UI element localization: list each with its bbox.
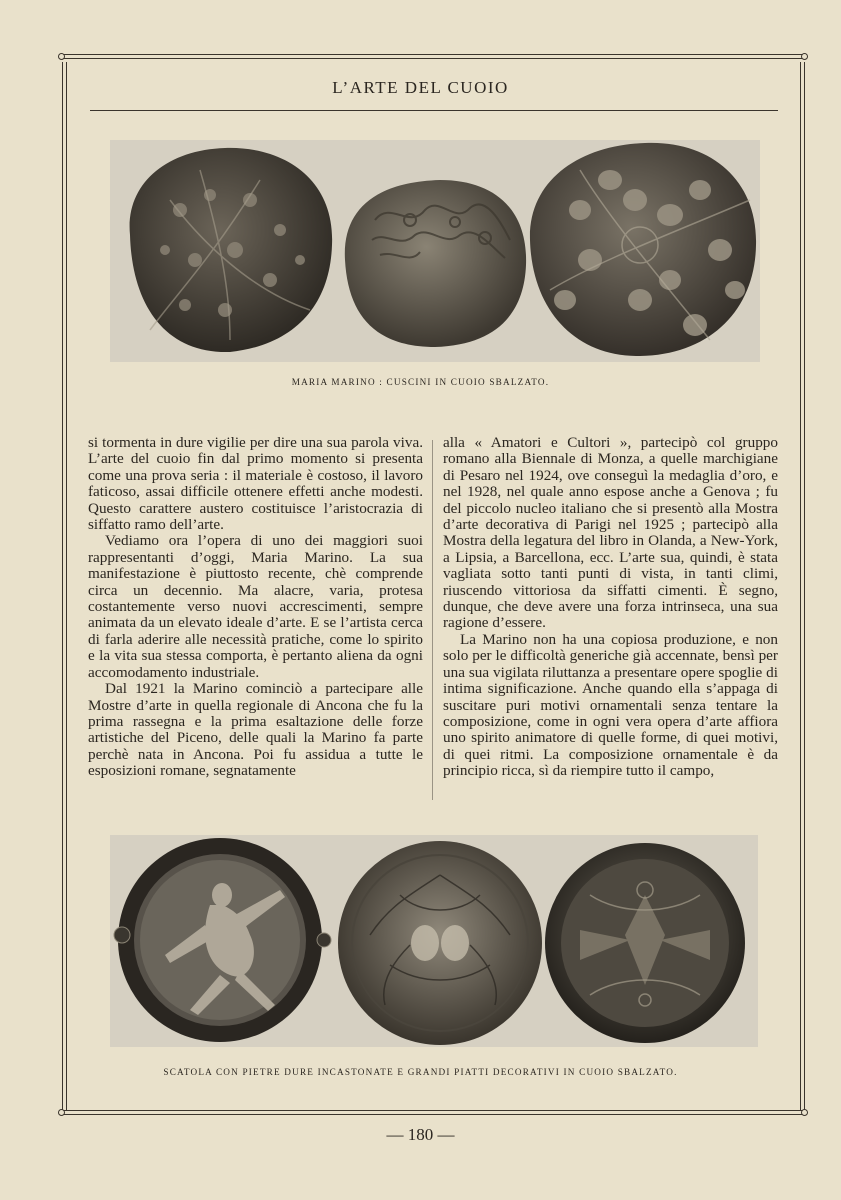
frame-corner-ornament <box>58 1109 65 1116</box>
paragraph: si tormenta in dure vigilie per dire una sua parola viva. L’arte del cuoio fin dal primo momento si presenta come una prova seria : il materiale è costoso, il lavoro faticoso, assai difficile ottenere effetti anche modesti. Questo carattere austero costituisce l’aristocrazia di siffatto ramo dell’arte. <box>88 434 423 534</box>
paragraph: La Marino non ha una copiosa produzione, e non solo per le difficoltà generiche già accennate, bensì per una sua vigilata riluttanza a presentare opere spoglie di intima significazione. Anche quando ella s’appaga di suscitare puri motivi ornamentali senza tentare la composizione, come in ogni vera opera d’arte affiora uno spirito animatore di quelle forme, di quei motivi, di quei ritmi. La composizione ornamentale è da principio ricca, sì da riempire tutto il campo, <box>443 630 778 780</box>
title-rule <box>90 110 778 111</box>
cushion-thistle-image <box>130 148 333 352</box>
photo-box-and-plates <box>110 835 758 1047</box>
frame-left-rule <box>62 62 63 1110</box>
frame-top-rule <box>64 54 804 55</box>
frame-bottom-rule <box>64 1110 804 1111</box>
paragraph: Dal 1921 la Marino cominciò a partecipare alle Mostre d’arte in quella regionale di Ancona che fu la prima rassegna e la prima esaltazione delle forze artistiche del Piceno, delle quali la Marino fa parte perchè nata in Ancona. Poi fu assidua a tutte le esposizioni romane, segnatamente <box>88 680 423 780</box>
frame-corner-ornament <box>58 53 65 60</box>
page-number: — 180 — <box>386 1125 455 1144</box>
column-right <box>443 435 778 780</box>
cushion-fruit-image <box>530 143 756 356</box>
plate-floral-image <box>545 843 745 1043</box>
frame-left-rule-inner <box>66 62 67 1110</box>
paragraph: alla « Amatori e Cultori », partecipò col gruppo romano alla Biennale di Monza, a quelle marchigiane di Pesaro nel 1924, ove conseguì la medaglia d’oro, e nel 1928, nel quale anno espose anche a Genova ; fu del piccolo nucleo italiano che si presentò alla Mostra d’arte decorativa di Parigi nel 1925 ; partecipò alla Mostra della legatura del libro in Olanda, a New-York, a Lipsia, a Barcellona, ecc. L’arte sua, quindi, è stata vagliata sotto tanti punti di vista, in tanti climi, riuscendo vittoriosa da siffatti cimenti. È segno, dunque, che deve avere una forza intrinseca, una sua ragione d’essere. <box>443 434 778 632</box>
frame-right-rule-inner <box>804 62 805 1110</box>
running-title: L’ARTE DEL CUOIO <box>332 78 509 97</box>
plate-medusa-image <box>338 841 542 1045</box>
caption-cushions: MARIA MARINO : CUSCINI IN CUOIO SBALZATO. <box>291 377 550 387</box>
box-figure-image <box>114 838 331 1042</box>
cushion-scroll-image <box>345 180 526 347</box>
column-divider <box>432 440 433 800</box>
frame-top-rule-inner <box>64 58 804 59</box>
frame-right-rule <box>800 62 801 1110</box>
frame-corner-ornament <box>801 53 808 60</box>
column-left <box>88 435 423 780</box>
frame-bottom-rule-inner <box>64 1114 804 1115</box>
frame-corner-ornament <box>801 1109 808 1116</box>
paragraph: Vediamo ora l’opera di uno dei maggiori suoi rappresentanti d’oggi, Maria Marino. La sua manifestazione è piuttosto recente, chè comprende circa un decennio. Ma alacre, varia, protesa costantemente verso nuovi accrescimenti, sempre animata da un elevato ideale d’arte. E se l’artista cerca di farla aderire alle necessità pratiche, come lo spirito e la vita sua stessa comporta, è pertanto aliena da ogni accomodamento industriale. <box>88 532 423 681</box>
photo-cushions <box>110 140 760 362</box>
caption-box-and-plates: SCATOLA CON PIETRE DURE INCASTONATE E GRANDI PIATTI DECORATIVI IN CUOIO SBALZATO. <box>163 1067 678 1077</box>
